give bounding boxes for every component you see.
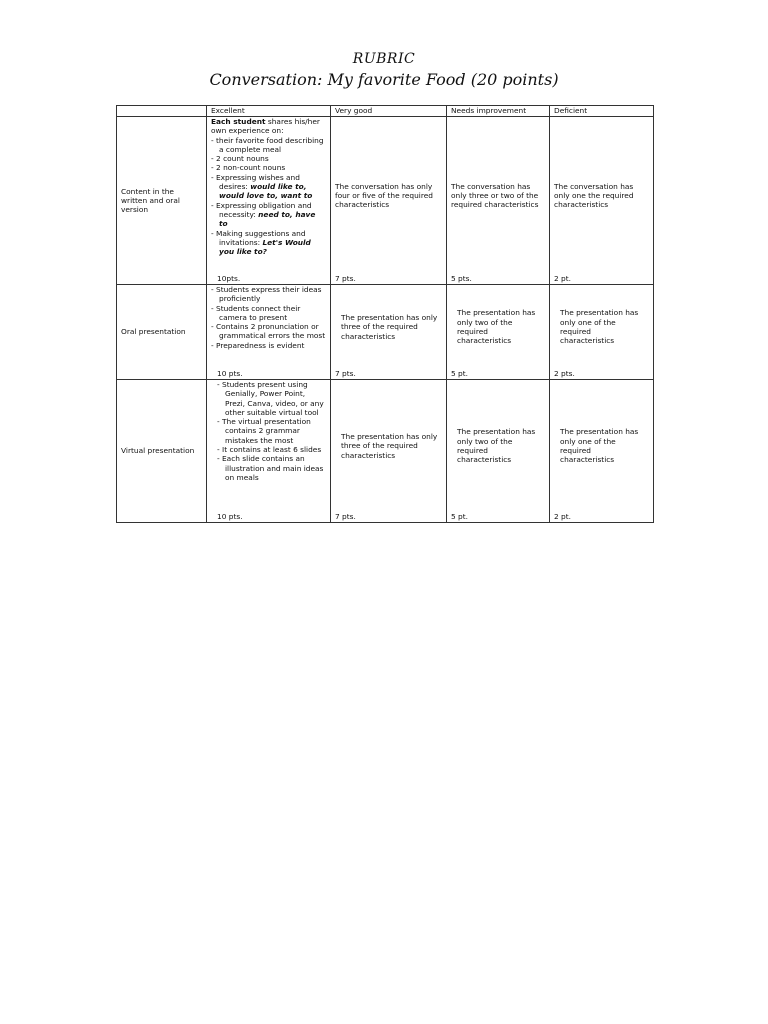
descriptor-text: The presentation has only one of the required characteristics: [560, 427, 639, 465]
points-label: 2 pts.: [554, 369, 575, 378]
excellent-list: [211, 136, 326, 257]
descriptor-text: The presentation has only three of the required characteristics: [341, 313, 438, 341]
rubric-table: [116, 105, 654, 523]
list-item: [211, 229, 326, 257]
list-item: [211, 136, 326, 155]
item-text: - 2 non-count nouns: [211, 163, 286, 173]
descriptor-text: The presentation has only two of the required characteristics: [457, 308, 536, 346]
header-cell-deficient: Deficient: [550, 106, 654, 117]
points-label: 5 pt.: [451, 512, 468, 521]
list-item: [211, 163, 326, 172]
header-cell-criteria: [117, 106, 207, 117]
points-label: 10pts.: [217, 274, 241, 283]
excellent-cell: [207, 285, 331, 380]
intro-bold: Each student: [211, 117, 266, 126]
very-good-cell: [331, 380, 447, 523]
list-item: - It contains at least 6 slides: [217, 445, 322, 455]
excellent-cell: [207, 380, 331, 523]
descriptor-text: The presentation has only one of the required characteristics: [560, 308, 639, 346]
points-label: 2 pt.: [554, 274, 571, 283]
list-item: - Students express their ideas proficiently: [211, 285, 322, 304]
criteria-cell: Virtual presentation: [117, 380, 207, 523]
deficient-cell: [550, 117, 654, 285]
descriptor-text: The presentation has only three of the required characteristics: [341, 432, 438, 460]
list-item: - The virtual presentation contains 2 grammar mistakes the most: [217, 417, 311, 445]
header-cell-needs-improvement: Needs improvement: [447, 106, 550, 117]
needs-improvement-cell: [447, 285, 550, 380]
doc-title: RUBRIC: [352, 51, 416, 67]
points-label: 7 pts.: [335, 369, 356, 378]
criteria-cell: Oral presentation: [117, 285, 207, 380]
points-label: 7 pts.: [335, 274, 356, 283]
descriptor-text: The conversation has only three or two of the required characteristics: [451, 181, 539, 210]
descriptor-text: The conversation has only one the required characteristics: [554, 181, 634, 210]
header-cell-excellent: Excellent: [207, 106, 331, 117]
excellent-intro: [211, 117, 326, 136]
list-item: [211, 154, 326, 163]
list-item: - Contains 2 pronunciation or grammatical errors the most: [211, 322, 326, 341]
points-label: 10 pts.: [217, 369, 243, 378]
item-text: - Making suggestions and invitations:: [211, 228, 306, 247]
item-emphasis: need to, have to: [219, 209, 316, 229]
item-text: - their favorite food describing a complete meal: [211, 135, 324, 154]
list-item: - Preparedness is evident: [211, 340, 305, 350]
table-row: [117, 285, 654, 380]
item-text: - 2 count nouns: [211, 154, 269, 164]
list-item: - Each slide contains an illustration and main ideas on meals: [217, 454, 324, 482]
header-row: [117, 106, 654, 117]
excellent-list: [217, 380, 326, 482]
points-label: 7 pts.: [335, 512, 356, 521]
table-row: [117, 117, 654, 285]
item-emphasis: would like to, would love to, want to: [219, 182, 313, 201]
points-label: 5 pt.: [451, 369, 468, 378]
item-emphasis: Let's Would you like to?: [219, 237, 311, 257]
list-item: [211, 201, 326, 229]
deficient-cell: [550, 285, 654, 380]
header-cell-very-good: Very good: [331, 106, 447, 117]
needs-improvement-cell: [447, 380, 550, 523]
criteria-cell: Content in the written and oral version: [117, 117, 207, 285]
descriptor-text: The presentation has only two of the required characteristics: [457, 427, 536, 465]
excellent-cell: [207, 117, 331, 285]
intro-rest: shares his/her own experience on:: [211, 117, 320, 136]
title-block: [0, 50, 768, 91]
doc-subtitle: Conversation: My favorite Food (20 points): [209, 70, 559, 89]
very-good-cell: [331, 117, 447, 285]
item-text: - Expressing wishes and desires:: [211, 172, 300, 192]
deficient-cell: [550, 380, 654, 523]
list-item: - Students connect their camera to present: [211, 303, 301, 322]
points-label: 5 pts.: [451, 274, 472, 283]
table-row: [117, 380, 654, 523]
list-item: [211, 173, 326, 201]
list-item: - Students present using Genially, Power Point, Prezi, Canva, video, or any other suitable virtual tool: [217, 380, 324, 417]
points-label: 10 pts.: [217, 512, 243, 521]
item-text: - Expressing obligation and necessity:: [211, 200, 312, 219]
points-label: 2 pt.: [554, 512, 571, 521]
needs-improvement-cell: [447, 117, 550, 285]
descriptor-text: The conversation has only four or five of the required characteristics: [335, 181, 433, 210]
very-good-cell: [331, 285, 447, 380]
excellent-list: [211, 285, 326, 350]
